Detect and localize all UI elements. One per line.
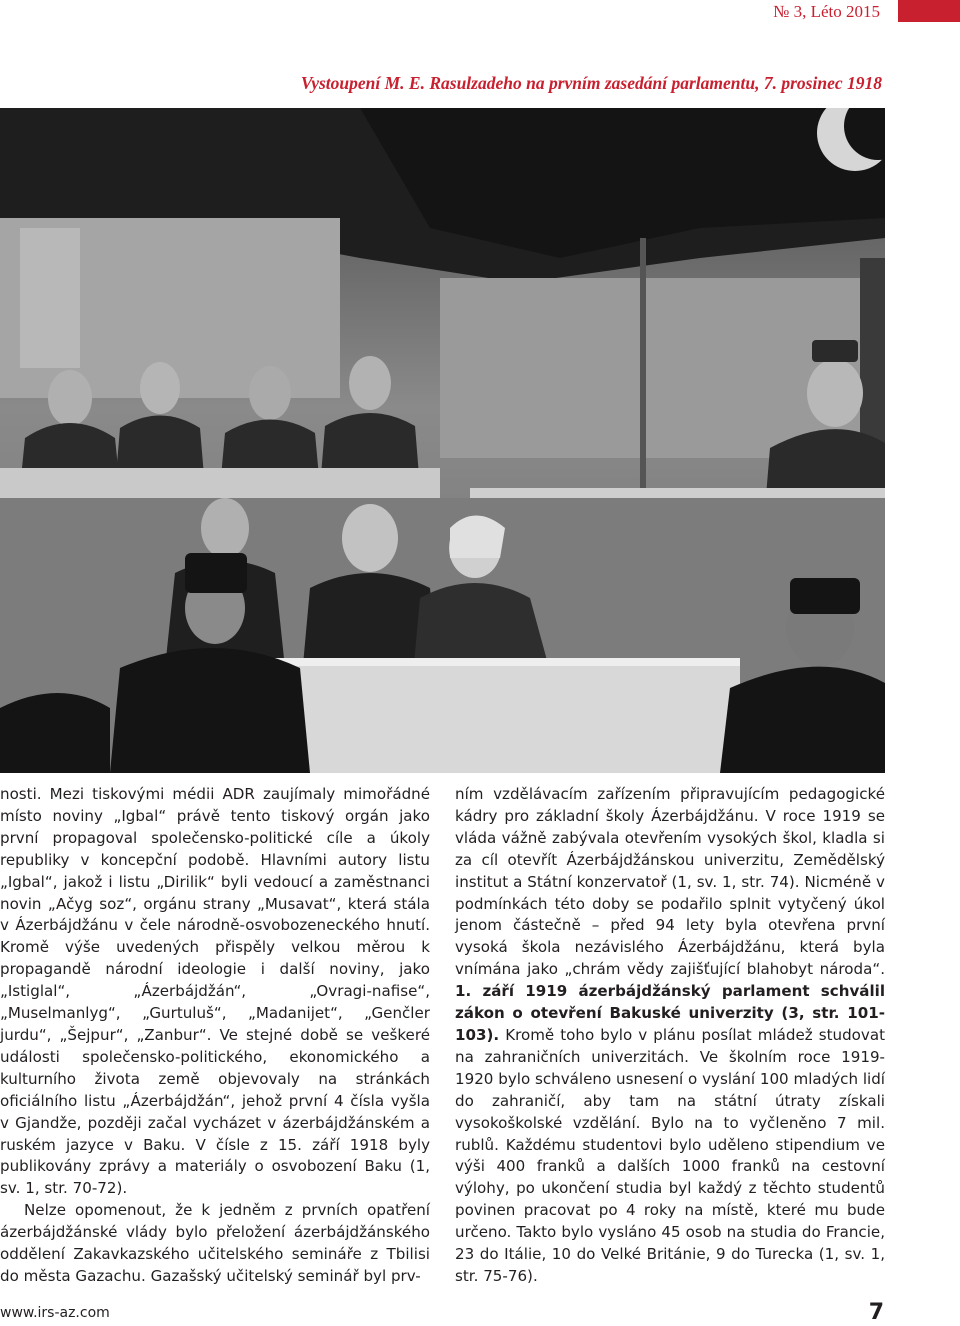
right-text-bold: 1. září 1919 ázerbájdžánský parlament schválil zákon o otevření Bakuské univerzity (3, str. 101-103). xyxy=(455,982,885,1044)
page-number: 7 xyxy=(868,1300,884,1325)
photo-caption: Vystoupení M. E. Rasulzadeho na prvním zasedání parlamentu, 7. prosinec 1918 xyxy=(300,73,882,93)
left-column xyxy=(0,784,430,1288)
left-paragraph-1: nosti. Mezi tiskovými médii ADR zaujímaly mimořádné místo noviny „Igbal“ právě tento tiskový orgán jako první propagoval společensko-politické cíle a úkoly republiky v koncepční podobě. Hlavními autory listu „Igbal“, jakož i listu „Dirilik“ byli vedoucí a zaměstnanci novin „Ačyg soz“, orgánu strany „Musavat“, která stála v Ázerbájdžánu v čele národně-osvobozeneckého hnutí. Kromě výše uvedených přispěly velkou měrou k propagandě národní ideologie i další noviny, jako „Istiglal“, „Ázerbájdžán“, „Ovragi-nafise“, „Muselmanlyg“, „Gurtuluš“, „Madanijet“, „Genčler jurdu“, „Šejpur“, „Zanbur“. Ve stejné době se veškeré události společensko-politického, ekonomického a kulturního života země objevovaly na stránkách oficiálního listu „Ázerbájdžán“, jehož první 4 čísla vyšla v Gjandže, později začal vycházet v ázerbájdžánském a ruském jazyce v Baku. V čísle z 15. září 1918 byly publikovány zprávy a materiály o osvobození Baku (1, sv. 1, str. 70-72). xyxy=(0,785,430,1198)
left-paragraph-2: Nelze opomenout, že k jedněm z prvních opatření ázerbájdžánské vlády bylo přeložení ázerbájdžánského oddělení Zakavkazského učitelského semináře z Tbilisi do města Gazachu. Gazašský učitelský seminář byl prv- xyxy=(0,1201,430,1285)
right-text-before: ním vzdělávacím zařízením připravujícím pedagogické kádry pro základní školy Ázerbájdžánu. V roce 1919 se vláda vážně zabývala otevřením vysokých škol, kladla si za cíl otevřít Ázerbájdžánskou univerzitu, Zemědělský institut a Státní konzervatoř (1, sv. 1, str. 74). Nicméně v podmínkách této doby se podařilo splnit vytyčený úkol jenom částečně – před 94 lety byla otevřena první vysoká škola nezávislého Ázerbájdžánu, která byla vnímána jako „chrám vědy zajišťující blahobyt národa“. xyxy=(455,785,885,979)
header-accent-bar xyxy=(898,0,960,22)
parliament-photo xyxy=(0,108,885,773)
right-column xyxy=(455,784,885,1288)
right-paragraph-1 xyxy=(455,784,885,1288)
right-text-after: Kromě toho bylo v plánu posílat mládež studovat na zahraničních univerzitách. Ve školním roce 1919-1920 bylo schváleno usnesení o vyslání 100 mladých lidí do zahraničí, aby tam na státní útraty získali vysokoškolské vzdělání. Bylo na to vyčleněno 7 mil. rublů. Každému studentovi bylo uděleno stipendium ve výši 400 franků a dalších 1000 franků na cestovní výlohy, po ukončení studia byl každý z těchto studentů povinen pracovat po 4 roky na místě, které mu bude určeno. Takto bylo vysláno 45 osob na studia do Francie, 23 do Itálie, 10 do Velké Británie, 9 do Turecka (1, sv. 1, str. 75-76). xyxy=(455,1025,885,1285)
issue-label: № 3, Léto 2015 xyxy=(773,2,880,21)
footer-url: www.irs-az.com xyxy=(0,1305,110,1321)
